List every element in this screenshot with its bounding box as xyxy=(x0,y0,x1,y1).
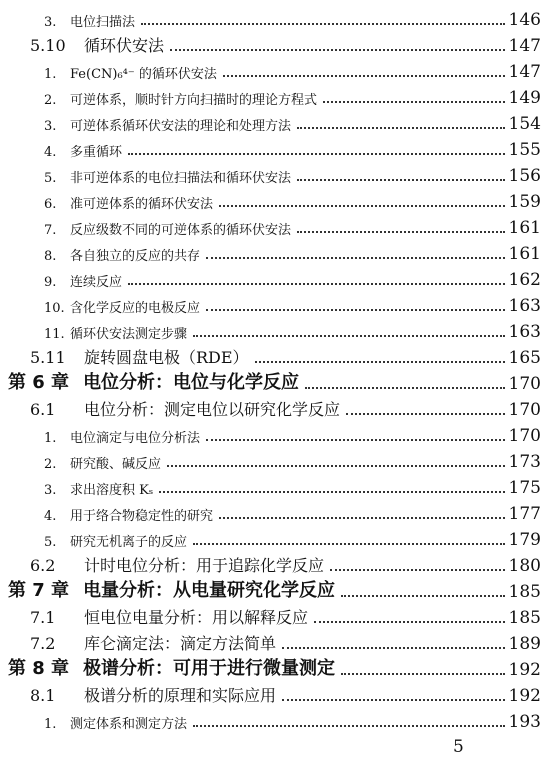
toc-entry-title xyxy=(30,397,340,420)
toc-entry-title xyxy=(44,141,122,160)
toc-entry-number: 1. xyxy=(44,431,57,446)
toc-entry-title xyxy=(30,605,308,628)
dot-leader xyxy=(341,673,504,675)
toc-entry-text: 可逆体系，顺时针方向扫描时的理论方程式 xyxy=(70,93,318,108)
toc-entry-title xyxy=(44,479,153,498)
toc-entry-number: 3. xyxy=(44,15,57,30)
toc-entry-title xyxy=(44,115,291,134)
toc-entry-title xyxy=(30,345,249,368)
toc-entry-text: 旋转圆盘电极（RDE） xyxy=(84,348,249,367)
dot-leader xyxy=(128,153,505,155)
toc-entry-page: 154 xyxy=(508,114,541,134)
toc-section xyxy=(0,550,541,576)
toc-section xyxy=(0,602,541,628)
dot-leader xyxy=(255,361,505,363)
toc-item xyxy=(0,316,541,342)
toc-entry-page: 170 xyxy=(508,426,541,446)
toc-entry-number: 4. xyxy=(44,509,57,524)
toc-entry-page: 162 xyxy=(508,270,541,290)
dot-leader xyxy=(206,309,505,311)
toc-entry-number: 2. xyxy=(44,457,57,472)
toc-item xyxy=(0,290,541,316)
toc-entry-number: 9. xyxy=(44,275,57,290)
toc-entry-number: 8.1 xyxy=(30,686,56,705)
toc-chapter xyxy=(0,654,541,680)
toc-item xyxy=(0,524,541,550)
toc-entry-text: 恒电位电量分析：用以解释反应 xyxy=(84,608,309,627)
toc-chapter xyxy=(0,576,541,602)
dot-leader xyxy=(297,127,505,129)
toc-entry-title xyxy=(8,576,335,602)
toc-entry-page: 147 xyxy=(508,36,541,56)
toc-entry-page: 179 xyxy=(508,530,541,550)
toc-entry-number: 4. xyxy=(44,145,57,160)
toc-entry-page: 156 xyxy=(508,166,541,186)
toc-entry-text: 反应级数不同的可逆体系的循环伏安法 xyxy=(70,223,292,238)
toc-item xyxy=(0,472,541,498)
toc-entry-page: 185 xyxy=(508,582,541,602)
toc-entry-text: 准可逆体系的循环伏安法 xyxy=(70,197,214,212)
toc-entry-title xyxy=(44,713,187,732)
toc-entry-title xyxy=(44,531,187,550)
toc-item xyxy=(0,82,541,108)
toc-entry-page: 159 xyxy=(508,192,541,212)
toc-item xyxy=(0,4,541,30)
toc-entry-text: Fe(CN)₆⁴⁻ 的循环伏安法 xyxy=(70,67,217,82)
toc-entry-page: 189 xyxy=(508,634,541,654)
toc-section xyxy=(0,30,541,56)
toc-entry-page: 149 xyxy=(508,88,541,108)
toc-entry-title xyxy=(44,193,213,212)
toc-entry-page: 175 xyxy=(508,478,541,498)
dot-leader xyxy=(170,49,505,51)
toc-entry-number: 第 6 章 xyxy=(8,372,70,393)
dot-leader xyxy=(346,413,505,415)
toc-entry-number: 1. xyxy=(44,67,57,82)
page-number: 5 xyxy=(453,737,464,757)
toc-item xyxy=(0,706,541,732)
dot-leader xyxy=(297,179,505,181)
toc-entry-page: 192 xyxy=(508,660,541,680)
toc-entry-number: 3. xyxy=(44,483,57,498)
toc-entry-title xyxy=(44,89,317,108)
toc-entry-text: 电量分析：从电量研究化学反应 xyxy=(83,580,336,601)
toc-entry-page: 185 xyxy=(508,608,541,628)
dot-leader xyxy=(282,699,505,701)
toc-item xyxy=(0,238,541,264)
toc-entry-title xyxy=(44,245,200,264)
toc-entry-text: 电位扫描法 xyxy=(70,15,136,30)
toc-entry-title xyxy=(30,33,164,56)
toc-entry-page: 192 xyxy=(508,686,541,706)
toc-entry-text: 极谱分析：可用于进行微量测定 xyxy=(83,658,336,679)
toc-entry-text: 各自独立的反应的共存 xyxy=(70,249,201,264)
dot-leader xyxy=(219,517,505,519)
toc-item xyxy=(0,186,541,212)
toc-entry-page: 165 xyxy=(508,348,541,368)
dot-leader xyxy=(305,387,504,389)
toc-entry-title xyxy=(44,219,291,238)
toc-entry-text: 非可逆体系的电位扫描法和循环伏安法 xyxy=(70,171,292,186)
toc-entry-number: 1. xyxy=(44,717,57,732)
toc-entry-page: 146 xyxy=(508,10,541,30)
toc-item xyxy=(0,160,541,186)
toc-entry-title xyxy=(44,323,187,342)
toc-entry-title xyxy=(8,368,299,394)
toc-chapter xyxy=(0,368,541,394)
toc-entry-number: 5. xyxy=(44,535,57,550)
toc-entry-text: 电位分析：测定电位以研究化学反应 xyxy=(84,400,341,419)
dot-leader xyxy=(167,465,505,467)
toc-entry-text: 极谱分析的原理和实际应用 xyxy=(84,686,277,705)
dot-leader xyxy=(219,205,505,207)
toc-entry-page: 170 xyxy=(508,400,541,420)
dot-leader xyxy=(341,595,504,597)
toc-entry-number: 5.10 xyxy=(30,36,66,55)
toc-entry-page: 177 xyxy=(508,504,541,524)
toc-entry-text: 库仑滴定法：滴定方法简单 xyxy=(84,634,277,653)
dot-leader xyxy=(141,23,505,25)
toc-item xyxy=(0,56,541,82)
toc-entry-number: 10. xyxy=(44,301,65,316)
toc-entry-title xyxy=(44,505,213,524)
toc-entry-page: 161 xyxy=(508,244,541,264)
toc-item xyxy=(0,134,541,160)
toc-entry-text: 连续反应 xyxy=(70,275,123,290)
toc-entry-text: 含化学反应的电极反应 xyxy=(70,301,201,316)
toc-section xyxy=(0,628,541,654)
toc-entry-number: 第 8 章 xyxy=(8,658,70,679)
toc-section xyxy=(0,680,541,706)
toc-entry-text: 可逆体系循环伏安法的理论和处理方法 xyxy=(70,119,292,134)
dot-leader xyxy=(193,543,505,545)
toc-entry-title xyxy=(8,654,335,680)
toc-item xyxy=(0,446,541,472)
toc-entry-number: 5.11 xyxy=(30,348,66,367)
toc-entry-page: 163 xyxy=(508,322,541,342)
dot-leader xyxy=(330,569,505,571)
dot-leader xyxy=(128,283,505,285)
toc-entry-page: 173 xyxy=(508,452,541,472)
toc-entry-text: 电位分析：电位与化学反应 xyxy=(83,372,300,393)
dot-leader xyxy=(193,725,505,727)
dot-leader xyxy=(206,257,505,259)
toc-entry-number: 7. xyxy=(44,223,57,238)
toc-entry-number: 第 7 章 xyxy=(8,580,70,601)
dot-leader xyxy=(223,75,505,77)
toc-entry-page: 161 xyxy=(508,218,541,238)
toc-entry-number: 6.1 xyxy=(30,400,56,419)
dot-leader xyxy=(314,621,505,623)
toc-entry-text: 循环伏安法 xyxy=(84,36,165,55)
toc-entry-title xyxy=(44,427,200,446)
toc-entry-text: 多重循环 xyxy=(70,145,123,160)
toc-item xyxy=(0,498,541,524)
toc-entry-page: 147 xyxy=(508,62,541,82)
toc-entry-number: 8. xyxy=(44,249,57,264)
toc-item xyxy=(0,212,541,238)
toc-entry-text: 用于络合物稳定性的研究 xyxy=(70,509,214,524)
toc-entry-number: 3. xyxy=(44,119,57,134)
toc-entry-title xyxy=(44,453,161,472)
toc-entry-page: 163 xyxy=(508,296,541,316)
toc-entry-number: 2. xyxy=(44,93,57,108)
toc-item xyxy=(0,108,541,134)
toc-entry-title xyxy=(44,167,291,186)
toc-entry-text: 研究酸、碱反应 xyxy=(70,457,162,472)
toc-entry-number: 7.1 xyxy=(30,608,56,627)
toc-entry-page: 155 xyxy=(508,140,541,160)
toc-item xyxy=(0,264,541,290)
toc-entry-title xyxy=(30,683,276,706)
toc-entry-number: 5. xyxy=(44,171,57,186)
toc-entry-text: 电位滴定与电位分析法 xyxy=(70,431,201,446)
toc-entry-title xyxy=(44,63,217,82)
toc-entry-title xyxy=(30,553,324,576)
toc-entry-number: 7.2 xyxy=(30,634,56,653)
dot-leader xyxy=(159,491,504,493)
toc-entry-text: 计时电位分析：用于追踪化学反应 xyxy=(84,556,325,575)
dot-leader xyxy=(206,439,505,441)
toc-entry-title xyxy=(44,297,200,316)
toc-entry-page: 193 xyxy=(508,712,541,732)
dot-leader xyxy=(323,101,505,103)
toc-entry-title xyxy=(30,631,276,654)
toc-entry-text: 研究无机离子的反应 xyxy=(70,535,188,550)
toc-entry-page: 170 xyxy=(508,374,541,394)
toc-entry-text: 测定体系和测定方法 xyxy=(70,717,188,732)
toc-section xyxy=(0,394,541,420)
toc-entry-title xyxy=(44,11,135,30)
toc-entry-page: 180 xyxy=(508,556,541,576)
dot-leader xyxy=(297,231,505,233)
toc-entry-number: 6.2 xyxy=(30,556,56,575)
toc-entry-number: 11. xyxy=(44,327,65,342)
toc-entry-text: 循环伏安法测定步骤 xyxy=(70,327,188,342)
toc-entry-text: 求出溶度积 Kₛ xyxy=(70,483,154,498)
dot-leader xyxy=(282,647,505,649)
dot-leader xyxy=(193,335,505,337)
toc-entry-number: 6. xyxy=(44,197,57,212)
toc-entry-title xyxy=(44,271,122,290)
toc-item xyxy=(0,420,541,446)
toc-section xyxy=(0,342,541,368)
